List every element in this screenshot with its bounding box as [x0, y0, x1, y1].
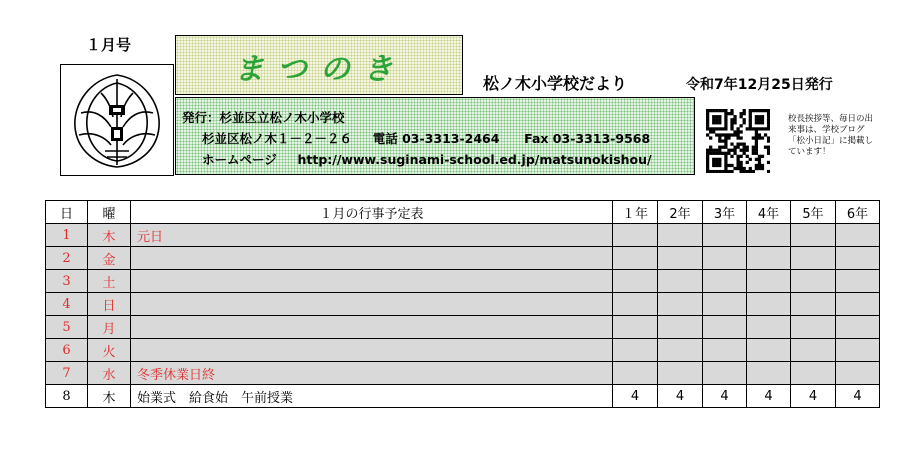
issue-date: 令和7年12月25日発行: [686, 77, 833, 93]
row-grade-3: [703, 339, 747, 362]
newsletter-title: まつのき: [234, 52, 406, 87]
row-grade-4: [747, 316, 791, 339]
header-grade-3: 3年: [703, 201, 747, 224]
row-grade-4: [747, 247, 791, 270]
row-grade-4: 4: [747, 385, 791, 408]
row-grade-2: [658, 362, 703, 385]
row-grade-3: [703, 270, 747, 293]
row-grade-1: [613, 270, 658, 293]
row-grade-3: [703, 316, 747, 339]
row-grade-5: [791, 362, 836, 385]
table-row: [46, 362, 880, 385]
row-grade-2: 4: [658, 385, 703, 408]
header-grade-1: １年: [613, 201, 658, 224]
row-grade-3: [703, 293, 747, 316]
qr-note: 校長挨拶等、毎日の出来事は、学校ブログ「松小日記」に掲載しています！: [788, 114, 874, 157]
row-weekday: 土: [88, 270, 131, 293]
row-grade-4: [747, 270, 791, 293]
row-grade-5: [791, 270, 836, 293]
row-day: 7: [46, 362, 88, 385]
row-event: [131, 316, 613, 339]
row-grade-6: [836, 224, 880, 247]
row-day: 2: [46, 247, 88, 270]
homepage-url[interactable]: http://www.suginami-school.ed.jp/matsunokishou/: [297, 152, 652, 167]
row-grade-2: [658, 339, 703, 362]
header-weekday: 曜: [88, 201, 131, 224]
row-grade-6: [836, 339, 880, 362]
row-day: 4: [46, 293, 88, 316]
newsletter-title-box: [175, 35, 463, 95]
row-grade-6: [836, 270, 880, 293]
newsletter-name: 松ノ木小学校だより: [483, 74, 628, 93]
row-day: 8: [46, 385, 88, 408]
table-row: [46, 247, 880, 270]
row-grade-2: [658, 224, 703, 247]
row-event: [131, 247, 613, 270]
fax: Fax 03-3313-9568: [524, 131, 651, 146]
header-grade-5: 5年: [791, 201, 836, 224]
row-weekday: 金: [88, 247, 131, 270]
row-grade-1: [613, 293, 658, 316]
table-row: [46, 316, 880, 339]
header-day: 日: [46, 201, 88, 224]
row-grade-2: [658, 247, 703, 270]
row-weekday: 水: [88, 362, 131, 385]
header-events: １月の行事予定表: [131, 201, 613, 224]
row-grade-5: [791, 293, 836, 316]
row-grade-3: [703, 362, 747, 385]
row-event: 始業式 給食始 午前授業: [131, 385, 613, 408]
row-grade-6: 4: [836, 385, 880, 408]
row-day: 3: [46, 270, 88, 293]
row-grade-5: [791, 316, 836, 339]
row-grade-2: [658, 293, 703, 316]
table-row: [46, 293, 880, 316]
qr-code-icon[interactable]: [706, 109, 770, 173]
header-grade-2: 2年: [658, 201, 703, 224]
table-header-row: [46, 201, 880, 224]
row-grade-5: [791, 339, 836, 362]
row-grade-4: [747, 339, 791, 362]
row-weekday: 月: [88, 316, 131, 339]
row-grade-1: [613, 316, 658, 339]
row-grade-4: [747, 362, 791, 385]
row-grade-3: [703, 224, 747, 247]
row-weekday: 日: [88, 293, 131, 316]
row-grade-3: 4: [703, 385, 747, 408]
phone: 電話 03-3313-2464: [372, 131, 500, 146]
homepage-line: [202, 150, 652, 168]
row-day: 6: [46, 339, 88, 362]
row-grade-3: [703, 247, 747, 270]
row-weekday: 火: [88, 339, 131, 362]
header-grade-6: 6年: [836, 201, 880, 224]
address-line: [202, 129, 650, 147]
address: 杉並区松ノ木１－２－２６: [202, 131, 353, 146]
issue-label: １月号: [86, 36, 132, 54]
row-day: 5: [46, 316, 88, 339]
row-grade-2: [658, 270, 703, 293]
row-weekday: 木: [88, 385, 131, 408]
row-grade-5: 4: [791, 385, 836, 408]
header-grade-4: 4年: [747, 201, 791, 224]
table-row: [46, 224, 880, 247]
school-emblem: [60, 64, 174, 176]
row-grade-4: [747, 224, 791, 247]
schedule-table: [45, 200, 880, 408]
row-grade-5: [791, 224, 836, 247]
row-grade-4: [747, 293, 791, 316]
publisher-info: [175, 97, 695, 175]
row-event: 元日: [131, 224, 613, 247]
homepage-label: ホームページ: [202, 152, 277, 167]
row-grade-1: [613, 339, 658, 362]
row-day: 1: [46, 224, 88, 247]
row-grade-6: [836, 293, 880, 316]
table-row: [46, 270, 880, 293]
row-grade-6: [836, 316, 880, 339]
row-grade-1: 4: [613, 385, 658, 408]
row-grade-6: [836, 362, 880, 385]
row-grade-1: [613, 224, 658, 247]
pine-emblem-icon: [61, 65, 173, 175]
row-grade-6: [836, 247, 880, 270]
table-row: [46, 339, 880, 362]
row-grade-2: [658, 316, 703, 339]
row-event: 冬季休業日終: [131, 362, 613, 385]
publisher-line: 発行：杉並区立松ノ木小学校: [182, 110, 345, 125]
row-grade-5: [791, 247, 836, 270]
row-weekday: 木: [88, 224, 131, 247]
table-row: [46, 385, 880, 408]
row-event: [131, 293, 613, 316]
row-grade-1: [613, 247, 658, 270]
row-event: [131, 339, 613, 362]
row-grade-1: [613, 362, 658, 385]
row-event: [131, 270, 613, 293]
